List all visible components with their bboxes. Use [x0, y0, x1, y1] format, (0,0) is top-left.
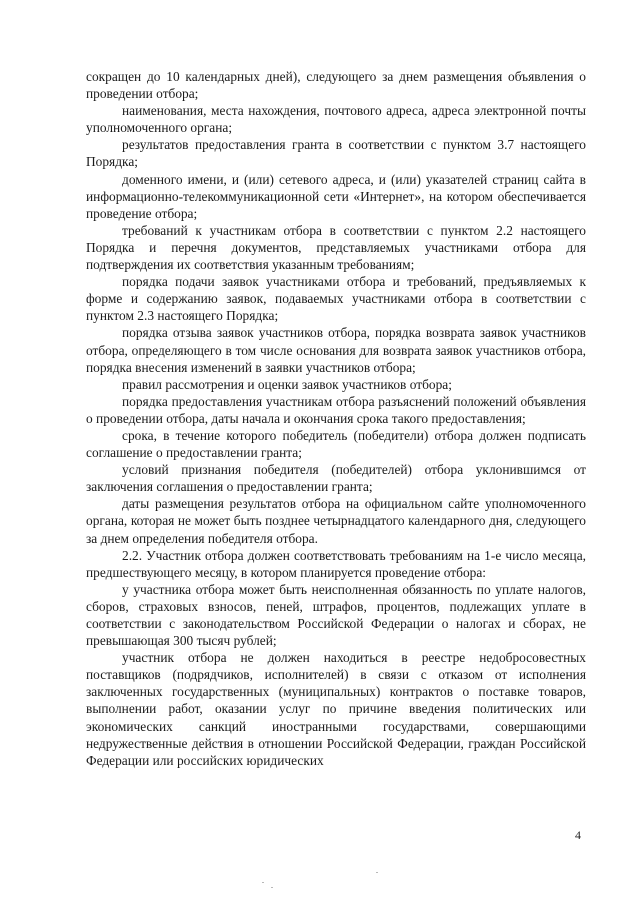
paragraph-8: правил рассмотрения и оценки заявок участников отбора; — [122, 376, 452, 392]
paragraph-15: участник отбора не должен находиться в реестре недобросовестных поставщиков (подрядчиков, исполнителей) в связи с отказом от исполнения заключенных государственных (муниципальных) контрактов о поставке товаров, выполнении работ, оказании услуг по причине введения политических или экономических санкций иностранными государствами, совершающими недружественные действия в отношении Российской Федерации, граждан Российской Федерации или российских юридических — [86, 650, 586, 768]
paragraph-9: порядка предоставления участникам отбора разъяснений положений объявления о проведении отбора, даты начала и окончания срока такого предоставления; — [86, 393, 586, 426]
paragraph-13-section-2-2: 2.2. Участник отбора должен соответствовать требованиям на 1-е число месяца, предшествующего месяцу, в котором планируется проведение отбора: — [86, 547, 586, 580]
document-body — [86, 68, 586, 769]
paragraph-12: даты размещения результатов отбора на официальном сайте уполномоченного органа, которая не может быть позднее четырнадцатого календарного дня, следующего за днем определения победителя отбора. — [86, 496, 586, 546]
paragraph-5: требований к участникам отбора в соответствии с пунктом 2.2 настоящего Порядка и перечня документов, представляемых участниками отбора для подтверждения их соответствия указанным требованиям; — [86, 222, 586, 273]
paragraph-6: порядка подачи заявок участниками отбора и требований, предъявляемых к форме и содержанию заявок, подаваемых участниками отбора в соответствии с пунктом 2.3 настоящего Порядка; — [86, 274, 586, 324]
paragraph-7: порядка отзыва заявок участников отбора, порядка возврата заявок участников отбора, определяющего в том числе основания для возврата заявок участников отбора, порядка внесения изменений в заявки участников отбора; — [86, 325, 586, 375]
paragraph-3: результатов предоставления гранта в соответствии с пунктом 3.7 настоящего Порядка; — [86, 137, 586, 170]
page-number: 4 — [575, 828, 581, 842]
paragraph-4: доменного имени, и (или) сетевого адреса, и (или) указателей страниц сайта в информационно-телекоммуникационной сети «Интернет», на котором обеспечивается проведение отбора; — [86, 171, 586, 221]
paragraph-11: условий признания победителя (победителей) отбора уклонившимся от заключения соглашения о предоставлении гранта; — [86, 462, 586, 495]
paragraph-14: у участника отбора может быть неисполненная обязанность по уплате налогов, сборов, страховых взносов, пеней, штрафов, процентов, подлежащих уплате в соответствии с законодательством Российской Федерации о налогах и сборах, не превышающая 300 тысяч рублей; — [86, 581, 586, 649]
scan-speck — [376, 872, 378, 873]
scan-speck — [271, 887, 273, 888]
paragraph-1: сокращен до 10 календарных дней), следующего за днем размещения объявления о проведении отбора; — [86, 69, 586, 102]
scan-speck — [262, 882, 264, 883]
paragraph-2: наименования, места нахождения, почтового адреса, адреса электронной почты уполномоченного органа; — [86, 103, 586, 136]
paragraph-10: срока, в течение которого победитель (победители) отбора должен подписать соглашение о предоставлении гранта; — [86, 427, 586, 461]
